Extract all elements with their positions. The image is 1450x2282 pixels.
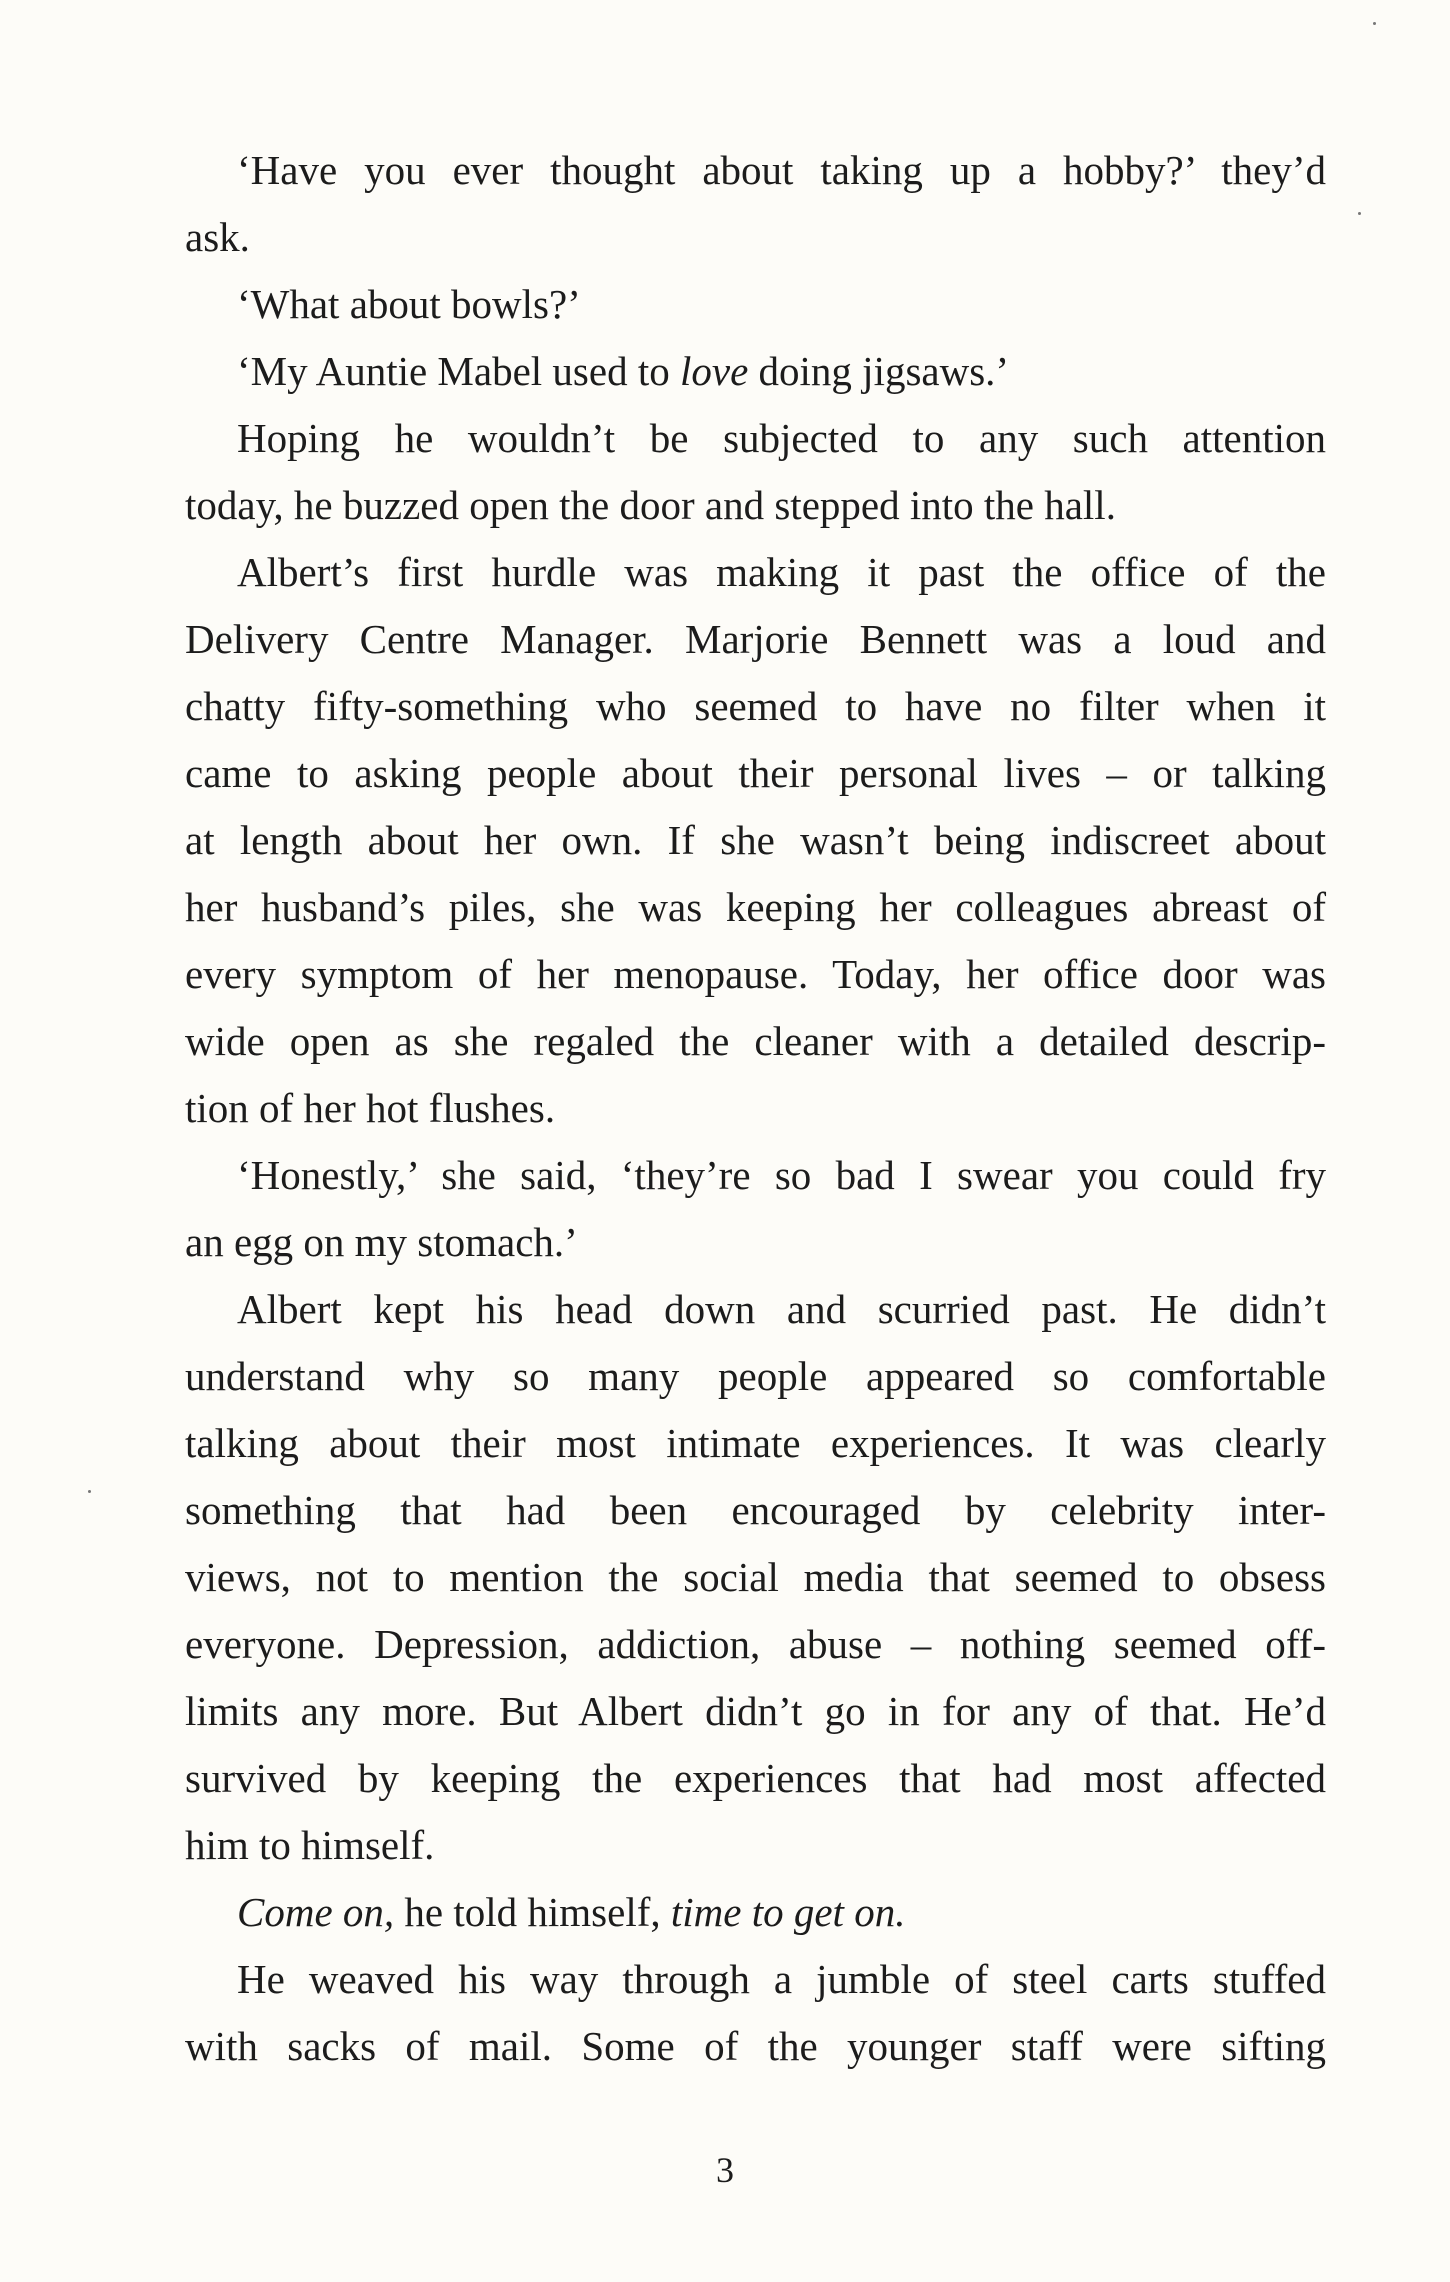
text-segment: him to himself. (185, 1822, 435, 1868)
text-line (185, 740, 1326, 807)
text-line (185, 204, 1326, 271)
text-segment: limits any more. But Albert didn’t go in for any of that. He’d (185, 1688, 1326, 1734)
text-segment: an egg on my stomach.’ (185, 1219, 578, 1265)
text-segment: Delivery Centre Manager. Marjorie Bennett was a loud and (185, 616, 1326, 662)
text-line (185, 673, 1326, 740)
text-segment: Albert kept his head down and scurried past. He didn’t (237, 1286, 1326, 1332)
text-segment: talking about their most intimate experiences. It was clearly (185, 1420, 1326, 1466)
text-segment: He weaved his way through a jumble of steel carts stuffed (237, 1956, 1326, 2002)
text-segment: views, not to mention the social media that seemed to obsess (185, 1554, 1326, 1600)
text-segment: ‘Have you ever thought about taking up a hobby?’ they’d (237, 147, 1326, 193)
text-line (185, 1343, 1326, 1410)
text-segment: Albert’s first hurdle was making it past the office of the (237, 549, 1326, 595)
text-segment: ‘What about bowls?’ (237, 281, 581, 327)
text-line (185, 1142, 1326, 1209)
text-line (185, 807, 1326, 874)
text-segment: at length about her own. If she wasn’t being indiscreet about (185, 817, 1326, 863)
text-segment: today, he buzzed open the door and stepped into the hall. (185, 482, 1116, 528)
text-line (185, 1276, 1326, 1343)
scan-speck (1358, 212, 1361, 215)
text-line (185, 941, 1326, 1008)
text-line (185, 2013, 1326, 2080)
text-line (185, 1008, 1326, 1075)
text-line (185, 1611, 1326, 1678)
italic-text: time to get on. (670, 1889, 906, 1935)
text-line (185, 1209, 1326, 1276)
text-segment: something that had been encouraged by celebrity inter- (185, 1487, 1326, 1533)
text-segment: everyone. Depression, addiction, abuse – nothing seemed off- (185, 1621, 1326, 1667)
text-segment: tion of her hot flushes. (185, 1085, 556, 1131)
text-line (185, 1075, 1326, 1142)
text-segment: he told himself, (394, 1889, 671, 1935)
text-line (185, 1477, 1326, 1544)
text-line (185, 1410, 1326, 1477)
text-line (185, 1544, 1326, 1611)
text-segment: ‘My Auntie Mabel used to (237, 348, 680, 394)
text-line (185, 271, 1326, 338)
text-segment: every symptom of her menopause. Today, her office door was (185, 951, 1326, 997)
text-line (185, 137, 1326, 204)
text-line (185, 405, 1326, 472)
italic-text: Come on, (237, 1889, 395, 1935)
text-segment: with sacks of mail. Some of the younger staff were sifting (185, 2023, 1326, 2069)
text-segment: chatty fifty-something who seemed to have no filter when it (185, 683, 1326, 729)
italic-text: love (679, 348, 749, 394)
book-page-text (185, 137, 1326, 2080)
text-line (185, 472, 1326, 539)
text-segment: her husband’s piles, she was keeping her colleagues abreast of (185, 884, 1326, 930)
text-line (185, 1946, 1326, 2013)
text-segment: Hoping he wouldn’t be subjected to any such attention (237, 415, 1326, 461)
text-segment: survived by keeping the experiences that had most affected (185, 1755, 1326, 1801)
text-segment: doing jigsaws.’ (748, 348, 1010, 394)
page-number: 3 (716, 2150, 734, 2190)
scan-speck (1373, 22, 1376, 25)
text-line (185, 1879, 1326, 1946)
text-line (185, 606, 1326, 673)
text-line (185, 874, 1326, 941)
text-line (185, 338, 1326, 405)
text-line (185, 539, 1326, 606)
text-segment: wide open as she regaled the cleaner with a detailed descrip- (185, 1018, 1326, 1064)
text-segment: came to asking people about their personal lives – or talking (185, 750, 1326, 796)
text-line (185, 1745, 1326, 1812)
text-segment: ask. (185, 214, 250, 260)
text-segment: understand why so many people appeared so comfortable (185, 1353, 1326, 1399)
text-line (185, 1812, 1326, 1879)
scan-speck (88, 1490, 91, 1493)
text-line (185, 1678, 1326, 1745)
text-segment: ‘Honestly,’ she said, ‘they’re so bad I swear you could fry (237, 1152, 1326, 1198)
